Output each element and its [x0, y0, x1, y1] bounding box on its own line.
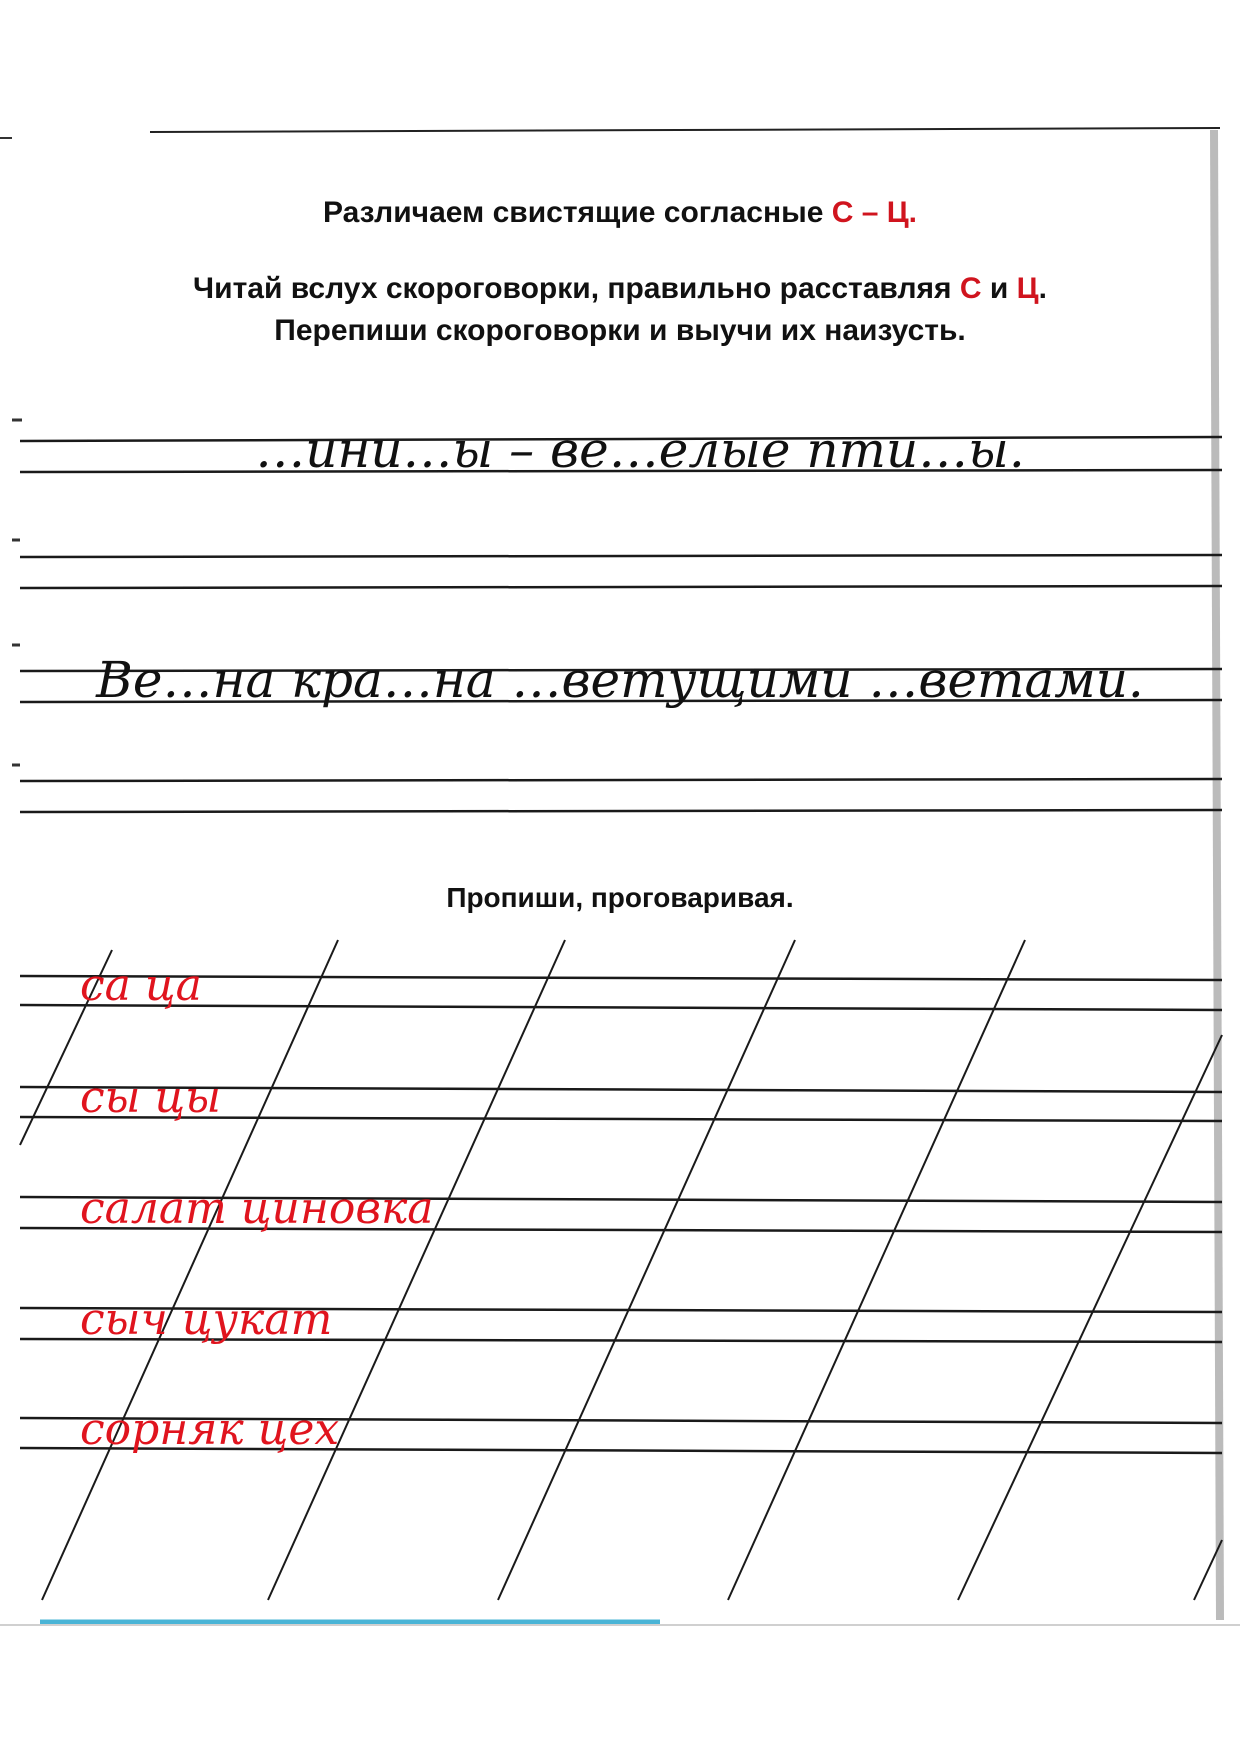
instruction-line-2: Перепиши скороговорки и выучи их наизусть.: [274, 314, 966, 347]
tongue-twister-1: …ини…ы – ве…елые пти…ы.: [255, 421, 1025, 479]
instruction-tail: .: [1038, 272, 1047, 305]
practice-word-4: сыч цукат: [80, 1294, 333, 1345]
practice-word-1: са ца: [80, 960, 202, 1011]
instruction-text: Читай вслух скороговорки, правильно расставляя: [193, 272, 960, 305]
instruction-accent-ts: Ц: [1016, 272, 1039, 305]
practice-word-5: сорняк цех: [80, 1404, 340, 1455]
instruction-accent-s: С: [959, 272, 982, 305]
title-accent: С – Ц.: [831, 196, 918, 229]
tongue-twister-2: Ве…на кра…на …ветущими …ветами.: [96, 651, 1144, 709]
practice-word-2: сы цы: [80, 1072, 222, 1123]
practice-word-3: салат циновка: [80, 1183, 434, 1234]
practice-heading: Пропиши, проговаривая.: [446, 882, 794, 913]
instruction-mid: и: [981, 272, 1017, 305]
title-text: Различаем свистящие согласные: [322, 196, 832, 229]
